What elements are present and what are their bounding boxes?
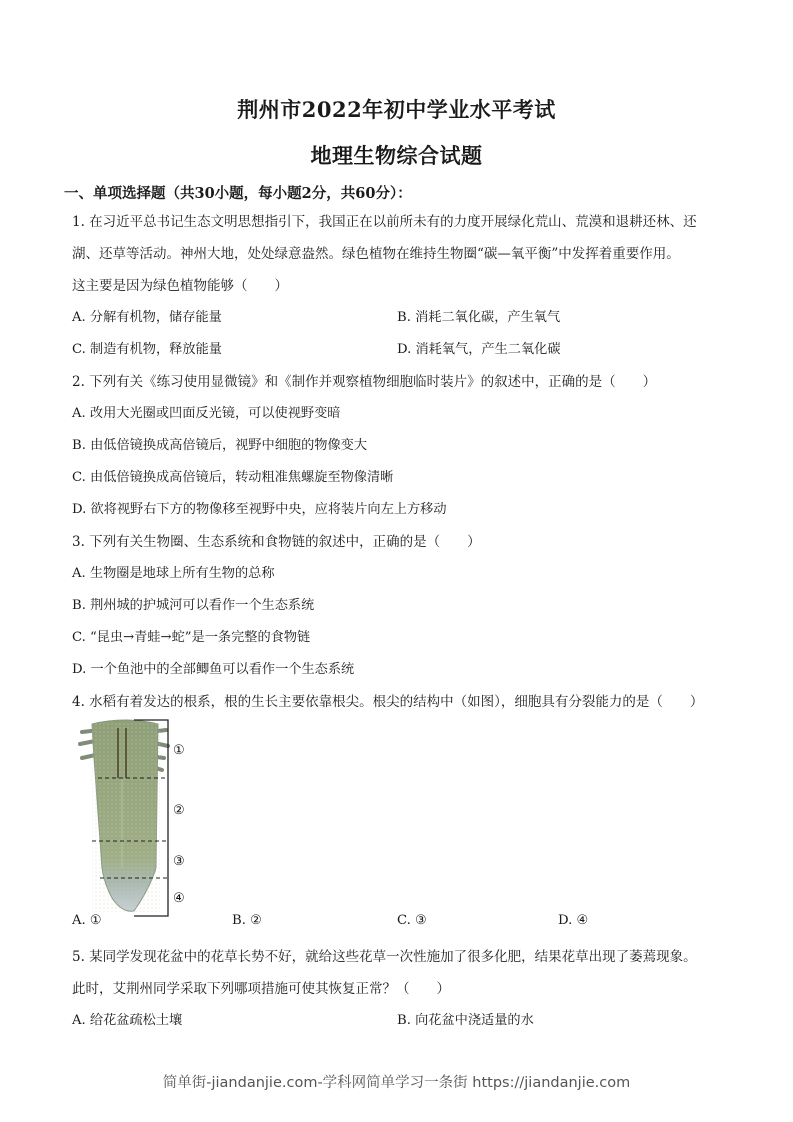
option-d: D. ④: [558, 913, 589, 928]
question-stem-line: 5. 某同学发现花盆中的花草长势不好，就给这些花草一次性施加了很多化肥，结果花草出现了萎蔫现象。: [72, 949, 697, 965]
option-a: A. 给花盆疏松土壤: [72, 1013, 183, 1028]
question-stem-line: 此时，艾荆州同学采取下列哪项措施可使其恢复正常？（ ）: [72, 981, 450, 997]
option-a: A. ①: [72, 913, 102, 928]
label-1: ①: [173, 743, 185, 758]
question-stem-line: 3. 下列有关生物圈、生态系统和食物链的叙述中，正确的是（ ）: [72, 534, 481, 550]
option-c: C. 制造有机物，释放能量: [72, 342, 222, 357]
exam-title: 荆州市2022年初中学业水平考试: [237, 97, 556, 122]
option-a: A. 改用大光圈或凹面反光镜，可以使视野变暗: [72, 406, 341, 421]
option-b: B. 消耗二氧化碳，产生氧气: [397, 310, 561, 325]
option-d: D. 一个鱼池中的全部鲫鱼可以看作一个生态系统: [72, 662, 355, 677]
option-c: C. “昆虫→青蛙→蛇”是一条完整的食物链: [72, 630, 311, 645]
question-stem-line: 2. 下列有关《练习使用显微镜》和《制作并观察植物细胞临时装片》的叙述中，正确的是（ ）: [72, 374, 657, 390]
question-stem-line: 湖、还草等活动。神州大地，处处绿意盎然。绿色植物在维持生物圈“碳—氧平衡”中发挥着重要作用。: [72, 246, 680, 262]
option-d: D. 消耗氧气，产生二氧化碳: [397, 342, 561, 357]
option-d: D. 欲将视野右下方的物像移至视野中央，应将装片向左上方移动: [72, 502, 447, 517]
option-c: C. 由低倍镜换成高倍镜后，转动粗准焦螺旋至物像清晰: [72, 470, 394, 485]
option-b: B. 由低倍镜换成高倍镜后，视野中细胞的物像变大: [72, 438, 368, 453]
label-4: ④: [173, 891, 185, 906]
root-tip-figure: [70, 718, 200, 918]
question-stem-line: 4. 水稻有着发达的根系，根的生长主要依靠根尖。根尖的结构中（如图），细胞具有分裂能力的是（ ）: [72, 694, 704, 710]
option-a: A. 生物圈是地球上所有生物的总称: [72, 566, 275, 581]
label-2: ②: [173, 803, 185, 818]
root-tip-diagram: [70, 718, 200, 918]
option-b: B. 向花盆中浇适量的水: [397, 1013, 534, 1028]
question-stem-line: 这主要是因为绿色植物能够（ ）: [72, 278, 288, 294]
question-stem-line: 1. 在习近平总书记生态文明思想指引下，我国正在以前所未有的力度开展绿化荒山、荒漠和退耕还林、还: [72, 214, 697, 230]
option-c: C. ③: [397, 913, 427, 928]
label-3: ③: [173, 854, 185, 869]
exam-subtitle: 地理生物综合试题: [310, 143, 483, 168]
section-heading: 一、单项选择题（共30小题，每小题2分，共60分）：: [64, 185, 412, 202]
option-a: A. 分解有机物，储存能量: [72, 310, 222, 325]
option-b: B. ②: [232, 913, 262, 928]
option-b: B. 荆州城的护城河可以看作一个生态系统: [72, 598, 315, 613]
footer-watermark: 简单街-jiandanjie.com-学科网简单学习一条街 https://jiandanjie.com: [162, 1075, 631, 1091]
